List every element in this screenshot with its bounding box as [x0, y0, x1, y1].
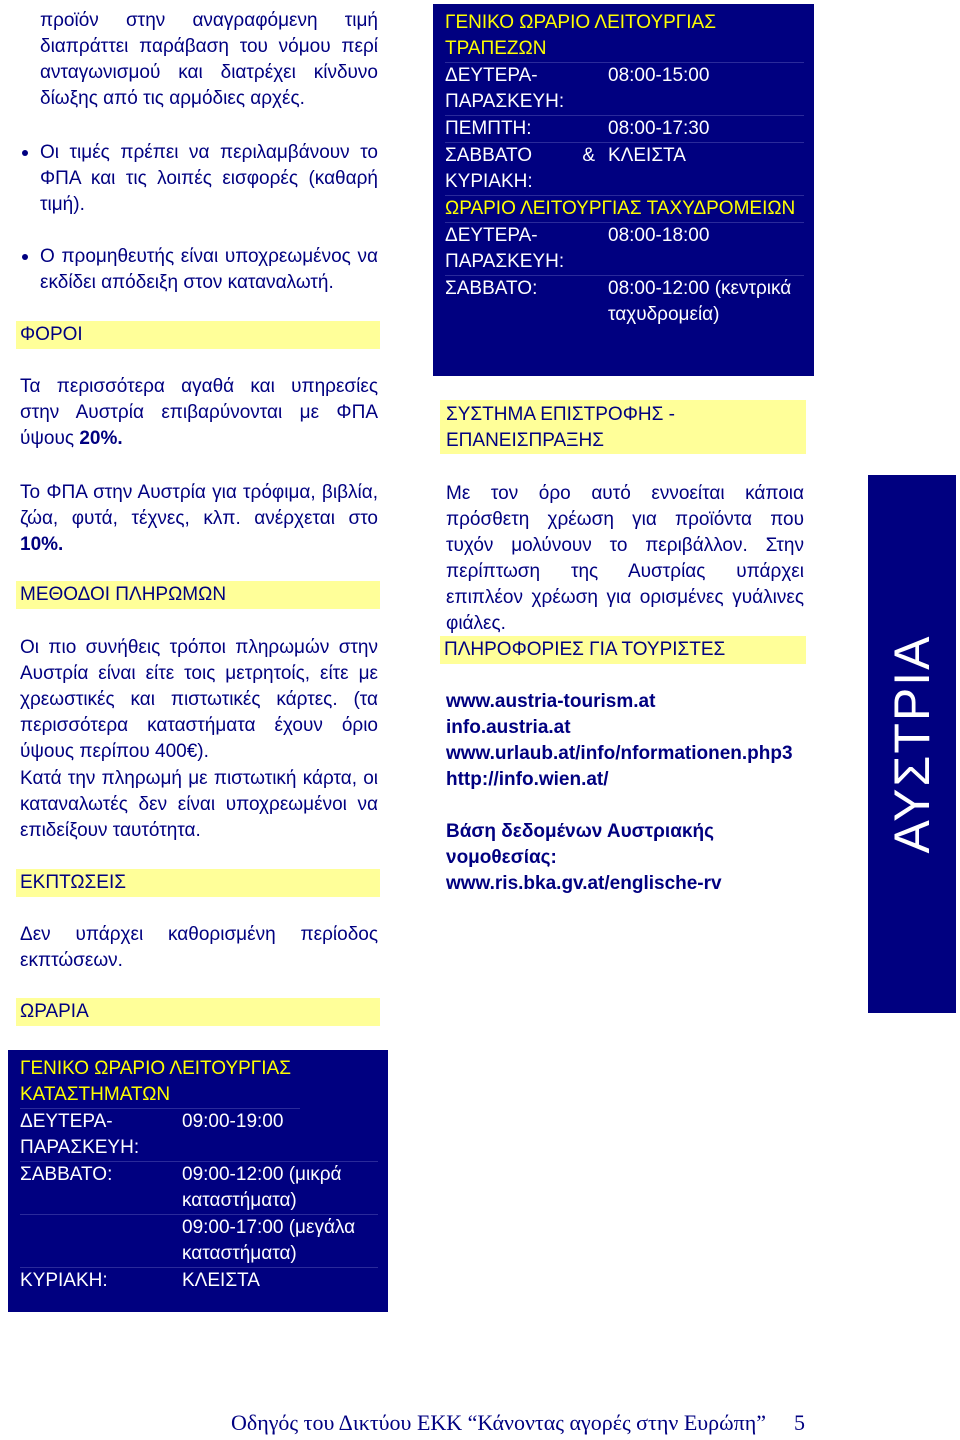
table-row	[20, 1109, 378, 1162]
row-label: ΔΕΥΤΕΡΑ-ΠΑΡΑΣΚΕΥΗ:	[445, 65, 565, 112]
banks-hours-title: ΓΕΝΙΚΟ ΩΡΑΡΙΟ ΛΕΙΤΟΥΡΓΙΑΣ ΤΡΑΠΕΖΩΝ	[445, 10, 804, 63]
row-value: ΚΛΕΙΣΤΑ	[608, 145, 686, 166]
tourism-link[interactable]: www.urlaub.at/info/nformationen.php3	[446, 743, 793, 764]
payment-heading: ΜΕΘΟΔΟΙ ΠΛΗΡΩΜΩΝ	[16, 581, 380, 609]
row-value: 08:00-12:00 (κεντρικά ταχυδρομεία)	[608, 278, 792, 325]
row-label: ΠΕΜΠΤΗ:	[445, 118, 532, 139]
row-value: 09:00-12:00 (μικρά καταστήματα)	[182, 1164, 342, 1211]
row-label	[20, 1215, 182, 1267]
row-label: ΣΑΒΒΑΤΟ:	[445, 278, 538, 299]
bullet-icon	[22, 150, 28, 156]
vat-rate-reduced: 10%.	[20, 534, 64, 555]
tourism-link[interactable]: http://info.wien.at/	[446, 769, 609, 790]
taxes-heading: ΦΟΡΟΙ	[16, 321, 380, 349]
table-row	[445, 223, 804, 276]
table-row	[445, 143, 804, 196]
banks-post-hours-box	[433, 4, 814, 376]
shops-hours-box	[8, 1050, 388, 1312]
list-item	[20, 140, 378, 218]
bullet-icon	[22, 254, 28, 260]
row-value: 09:00-19:00	[182, 1111, 284, 1132]
table-row	[20, 1268, 378, 1294]
table-row	[20, 1162, 378, 1215]
tourism-link[interactable]: info.austria.at	[446, 717, 571, 738]
row-label: ΣΑΒΒΑΤΟ:	[20, 1164, 113, 1185]
row-value: 08:00-15:00	[608, 65, 710, 86]
row-value: 08:00-17:30	[608, 118, 710, 139]
page-footer	[0, 1410, 805, 1436]
page-number: 5	[794, 1410, 805, 1435]
return-system-heading: ΣΥΣΤΗΜΑ ΕΠΙΣΤΡΟΦΗΣ - ΕΠΑΝΕΙΣΠΡΑΞΗΣ	[440, 400, 806, 454]
post-hours-title: ΩΡΑΡΙΟ ΛΕΙΤΟΥΡΓΙΑΣ ΤΑΧΥΔΡΟΜΕΙΩΝ	[445, 196, 804, 223]
discounts-heading: ΕΚΠΤΩΣΕΙΣ	[16, 869, 380, 897]
taxes-paragraph-2	[20, 480, 378, 558]
row-value: ΚΛΕΙΣΤΑ	[182, 1270, 260, 1291]
taxes-paragraph-1	[20, 374, 378, 452]
list-item	[20, 244, 378, 296]
row-label: ΔΕΥΤΕΡΑ-ΠΑΡΑΣΚΕΥΗ:	[20, 1111, 140, 1158]
shops-hours-title: ΓΕΝΙΚΟ ΩΡΑΡΙΟ ΛΕΙΤΟΥΡΓΙΑΣ ΚΑΤΑΣΤΗΜΑΤΩΝ	[20, 1056, 300, 1109]
row-label: ΣΑΒΒΑΤΟ & ΚΥΡΙΑΚΗ:	[445, 145, 595, 192]
intro-paragraph: προϊόν στην αναγραφόμενη τιμή διαπράττει παράβαση του νόμου περί ανταγωνισμού και διατρέχει κίνδυνο δίωξης από τις αρμόδιες αρχές.	[40, 10, 378, 109]
discounts-text: Δεν υπάρχει καθορισμένη περίοδος εκπτώσεων.	[20, 924, 378, 971]
table-row	[20, 1215, 378, 1268]
table-row	[445, 276, 804, 328]
country-label: ΑΥΣΤΡΙΑ	[884, 634, 940, 854]
tourist-links	[446, 689, 806, 793]
table-row	[445, 116, 804, 143]
law-database-label: Βάση δεδομένων Αυστριακής νομοθεσίας:	[446, 821, 714, 868]
law-database-link[interactable]: www.ris.bka.gv.at/englische-rv	[446, 873, 722, 894]
country-side-banner	[868, 475, 956, 1013]
payment-paragraph-1: Οι πιο συνήθεις τρόποι πληρωμών στην Αυστρία είναι είτε τοις μετρητοίς, είτε με χρεωστικές και πιστωτικές κάρτες. (τα περισσότερα καταστήματα έχουν όριο ύψους περίπου 400€).	[20, 637, 378, 762]
hours-heading: ΩΡΑΡΙΑ	[16, 998, 380, 1026]
vat-rate-standard: 20%.	[79, 428, 123, 449]
row-label: ΚΥΡΙΑΚΗ:	[20, 1270, 108, 1291]
table-row	[445, 63, 804, 116]
tourist-info-heading: ΠΛΗΡΟΦΟΡΙΕΣ ΓΙΑ ΤΟΥΡΙΣΤΕΣ	[440, 636, 806, 664]
taxes-text-1: Τα περισσότερα αγαθά και υπηρεσίες στην Αυστρία επιβαρύνονται με ΦΠΑ ύψους	[20, 376, 378, 449]
bullet-text: Οι τιμές πρέπει να περιλαμβάνουν το ΦΠΑ και τις λοιπές εισφορές (καθαρή τιμή).	[40, 142, 378, 215]
bullet-text: Ο προμηθευτής είναι υποχρεωμένος να εκδίδει απόδειξη στον καταναλωτή.	[40, 246, 378, 293]
return-system-text: Με τον όρο αυτό εννοείται κάποια πρόσθετη χρέωση για προϊόντα που τυχόν μολύνουν το περιβάλλον. Στην περίπτωση της Αυστρίας υπάρχει επιπλέον χρέωση για ορισμένες γυάλινες φιάλες.	[446, 483, 804, 634]
bullet-list	[20, 140, 378, 296]
taxes-text-2: Το ΦΠΑ στην Αυστρία για τρόφιμα, βιβλία, ζώα, φυτά, τέχνες, κλπ. ανέρχεται στο	[20, 482, 378, 529]
row-value: 08:00-18:00	[608, 225, 710, 246]
payment-paragraph-2: Κατά την πληρωμή με πιστωτική κάρτα, οι καταναλωτές δεν είναι υποχρεωμένοι να επιδείξουν ταυτότητα.	[20, 768, 378, 841]
row-value: 09:00-17:00 (μεγάλα καταστήματα)	[182, 1217, 356, 1264]
footer-text: Οδηγός του Δικτύου ΕΚΚ “Κάνοντας αγορές στην Ευρώπη”	[230, 1410, 766, 1435]
tourism-link[interactable]: www.austria-tourism.at	[446, 691, 656, 712]
row-label: ΔΕΥΤΕΡΑ-ΠΑΡΑΣΚΕΥΗ:	[445, 225, 565, 272]
